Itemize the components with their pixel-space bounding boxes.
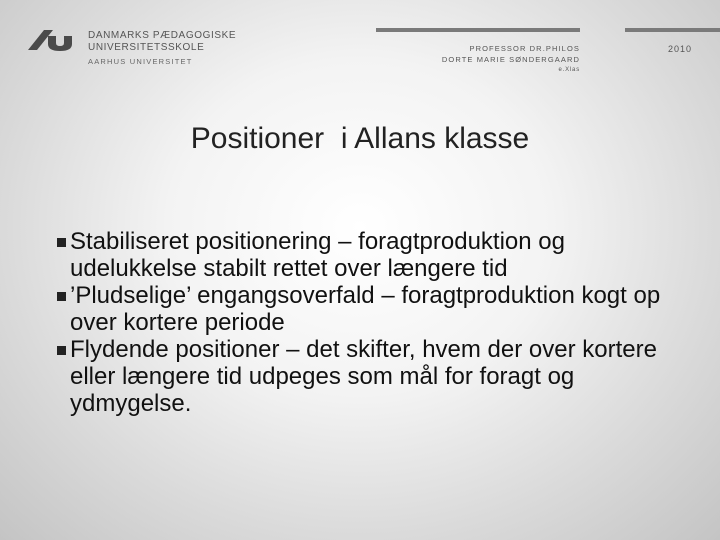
professor-small-text: e.Xlas [558,67,580,73]
bullet-item [70,336,680,417]
professor-block [360,43,580,76]
square-bullet-icon [57,292,66,301]
bullet-item [70,228,680,282]
year-label: 2010 [667,44,692,54]
bullet-text: Flydende positioner – det skifter, hvem der over kortere eller længere tid udpeges som mål for foragt og ydmygelse. [70,336,657,417]
institution-line-2: UNIVERSITETSSKOLE [88,42,205,53]
bullet-text: ’Pludselige’ engangsoverfald – foragtproduktion kogt op over kortere periode [70,282,661,336]
professor-line-1: PROFESSOR DR.PHILOS [469,44,580,53]
bullet-text: Stabiliseret positionering – foragtproduktion og udelukkelse stabilt rettet over længere tid [70,228,565,282]
university-name: AARHUS UNIVERSITET [88,57,193,66]
square-bullet-icon [57,238,66,247]
professor-line-2: DORTE MARIE SØNDERGAARD [441,55,580,64]
bullet-list [70,228,680,417]
header-rule-center [376,28,580,32]
institution-block [88,30,308,68]
institution-line-1: DANMARKS PÆDAGOGISKE [88,30,237,41]
bullet-item [70,282,680,336]
square-bullet-icon [57,346,66,355]
slide-title: Positioner i Allans klasse [190,122,530,155]
header-rule-right [625,28,720,32]
aarhus-university-logo-icon [26,26,76,52]
